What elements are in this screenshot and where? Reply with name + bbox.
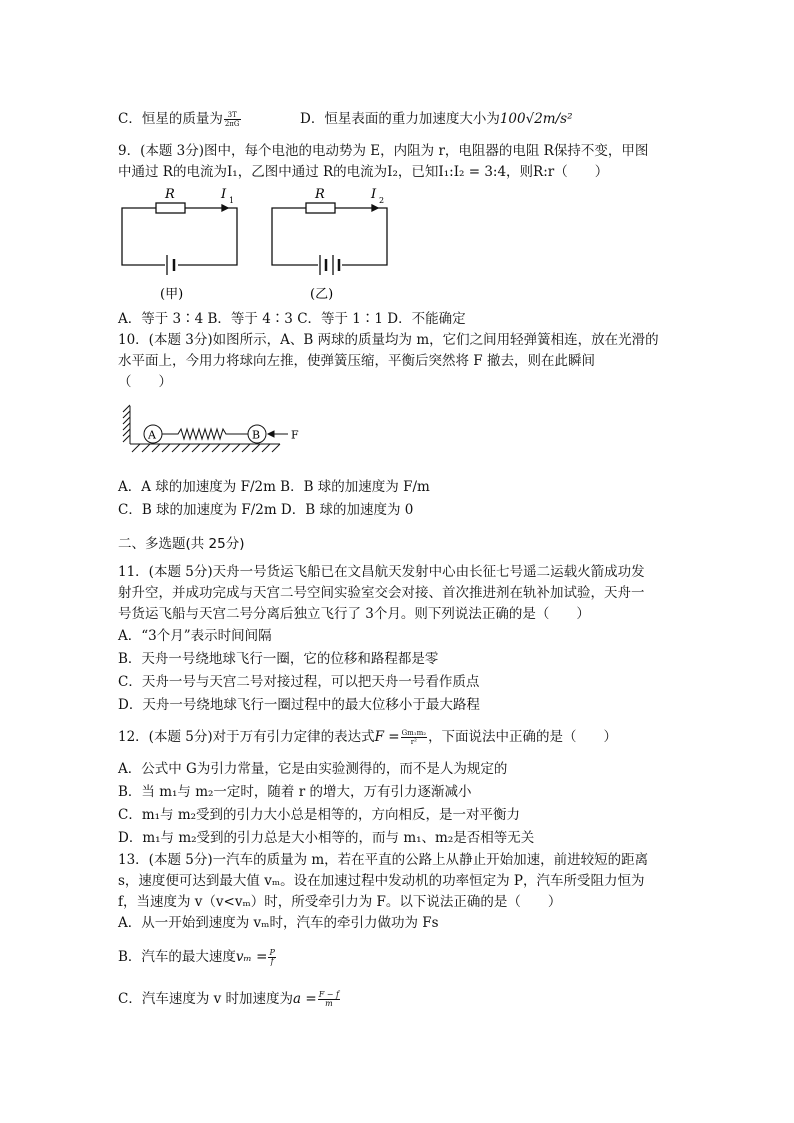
- q11-stem-line3: 号货运飞船与天宫二号分离后独立飞行了 3个月。则下列说法正确的是（ ）: [118, 606, 590, 622]
- q13-option-b-lhs: vₘ =: [235, 949, 268, 965]
- ball-b-label: B: [252, 428, 261, 442]
- q13-option-c-fraction: [318, 991, 340, 1008]
- section-title-multiple-choice: 二、多选题(共 25分): [118, 536, 245, 552]
- q12-formula-den: r²: [410, 738, 417, 746]
- q12-option-b: B．当 m₁与 m₂一定时，随着 r 的增大，万有引力逐渐减小: [118, 784, 472, 800]
- caption-yi: (乙): [310, 287, 334, 302]
- force-label: F: [291, 428, 299, 442]
- q12-formula-num: Gm₁m₂: [401, 729, 427, 737]
- q13-option-b-fraction: [268, 949, 275, 966]
- circuit-jia: [122, 203, 237, 275]
- circuit-yi: [272, 203, 387, 275]
- q13-option-c-den: m: [325, 999, 333, 1008]
- q11-option-a: A．“3个月”表示时间间隔: [118, 628, 272, 644]
- q8-option-c: [118, 110, 242, 128]
- current-sub-yi: 2: [379, 196, 385, 205]
- wall-hatching: [123, 405, 130, 442]
- resistor-label-jia: R: [165, 187, 175, 202]
- q8-option-d-expr: 100√2m/s²: [499, 111, 573, 127]
- current-arrow-yi: [372, 205, 378, 211]
- resistor-label-yi: R: [315, 187, 325, 202]
- q12-formula-lhs: F =: [374, 729, 400, 745]
- q13-option-b-den: f: [270, 957, 274, 966]
- current-sub-jia: 1: [229, 196, 235, 205]
- current-arrow-jia: [222, 205, 228, 211]
- q10-options-line1: A．A 球的加速度为 F/2m B．B 球的加速度为 F/m: [118, 479, 430, 495]
- q13-option-a: A．从一开始到速度为 vₘ时，汽车的牵引力做功为 Fs: [118, 915, 439, 931]
- ground-hatching: [132, 444, 280, 452]
- q11-stem-line2: 射升空，并成功完成与天宫二号空间实验室交会对接、首次推进剂在轨补加试验，天舟一: [118, 585, 645, 601]
- q10-stem-line1: 10．(本题 3分)如图所示，A、B 两球的质量均为 m，它们之间用轻弹簧相连，放在光滑的: [118, 332, 659, 348]
- q12-stem-pre: 12．(本题 5分)对于万有引力定律的表达式: [118, 729, 375, 745]
- current-label-jia: I: [221, 187, 227, 202]
- q12-option-c: C．m₁与 m₂受到的引力大小总是相等的，方向相反，是一对平衡力: [118, 807, 521, 823]
- q8-option-c-text: C．恒星的质量为: [118, 111, 223, 127]
- q12-stem-post: ，下面说法中正确的是（ ）: [428, 729, 618, 745]
- q9-options: A．等于 3∶4 B．等于 4∶3 C．等于 1∶1 D．不能确定: [118, 311, 466, 327]
- q9-circuit-figure: [110, 180, 410, 310]
- q8-fraction: [224, 111, 241, 128]
- q13-option-c: [118, 990, 341, 1008]
- q12-option-a: A．公式中 G为引力常量，它是由实验测得的，而不是人为规定的: [118, 761, 508, 777]
- resistor-yi: [306, 203, 335, 213]
- caption-jia: (甲): [160, 287, 184, 302]
- q9-stem-line1: 9．(本题 3分)图中，每个电池的电动势为 E，内阻为 r，电阻器的电阻 R保持不变，甲图: [118, 143, 649, 159]
- ball-a-label: A: [148, 428, 156, 442]
- q13-option-b: [118, 948, 277, 966]
- q11-option-c: C．天舟一号与天宫二号对接过程，可以把天舟一号看作质点: [118, 674, 480, 690]
- q8-frac-den: 2πG: [224, 120, 240, 128]
- q13-option-c-num: F − f: [318, 990, 340, 999]
- q8-option-d-text: D．恒星表面的重力加速度大小为: [300, 111, 500, 127]
- spring: [162, 429, 248, 439]
- q13-stem-line3: f，当速度为 v（v<vₘ）时，所受牵引力为 F。以下说法正确的是（ ）: [118, 894, 562, 910]
- q13-stem-line1: 13．(本题 5分)一汽车的质量为 m，若在平直的公路上从静止开始加速，前进较短的距离: [118, 852, 649, 868]
- current-label-yi: I: [371, 187, 377, 202]
- q9-stem-line2: 中通过 R的电流为I₁，乙图中通过 R的电流为I₂，已知I₁:I₂ = 3:4，则R:r（ ）: [118, 164, 609, 180]
- q10-options-line2: C．B 球的加速度为 F/2m D．B 球的加速度为 0: [118, 502, 414, 518]
- q11-option-b: B．天舟一号绕地球飞行一圈，它的位移和路程都是零: [118, 651, 439, 667]
- q10-spring-figure: [120, 400, 320, 460]
- q13-stem-line2: s，速度便可达到最大值 vₘ。设在加速过程中发动机的功率恒定为 P，汽车所受阻力恒为: [118, 873, 645, 889]
- q13-option-b-text: B．汽车的最大速度: [118, 949, 236, 965]
- q13-option-c-lhs: a =: [293, 991, 317, 1007]
- q11-stem-line1: 11．(本题 5分)天舟一号货运飞船已在文昌航天发射中心由长征七号遥二运载火箭成功发: [118, 564, 645, 580]
- q12-formula-fraction: [401, 729, 427, 746]
- q12-stem: [118, 728, 617, 746]
- q10-stem-line3: （ ）: [118, 374, 172, 390]
- q10-stem-line2: 水平面上，今用力将球向左推，使弹簧压缩，平衡后突然将 F 撤去，则在此瞬间: [118, 353, 595, 369]
- q13-option-b-num: P: [269, 948, 275, 957]
- q12-option-d: D．m₁与 m₂受到的引力总是大小相等的，而与 m₁、m₂是否相等无关: [118, 830, 535, 846]
- q13-option-c-text: C．汽车速度为 v 时加速度为: [118, 991, 294, 1007]
- q8-frac-num: 3T: [224, 111, 241, 120]
- force-arrow-head: [268, 431, 274, 437]
- q8-option-d: [300, 110, 572, 128]
- resistor-jia: [156, 203, 185, 213]
- q11-option-d: D．天舟一号绕地球飞行一圈过程中的最大位移小于最大路程: [118, 697, 480, 713]
